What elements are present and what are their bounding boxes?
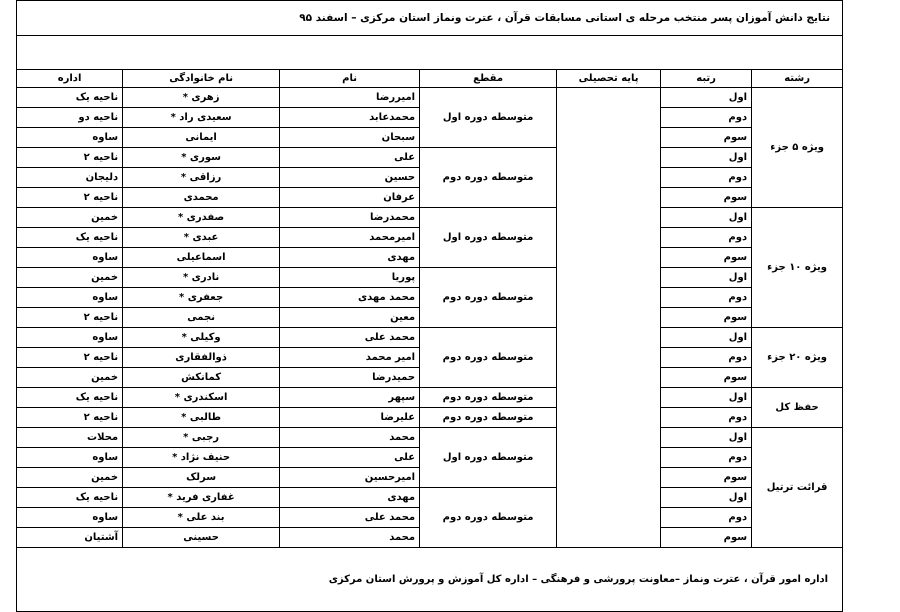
document-title: نتایج دانش آموزان پسر منتخب مرحله ی استانی مسابقات قرآن ، عترت ونماز استان مرکزی – اسفند ۹۵ xyxy=(17,1,843,36)
cell-famil: نادری * xyxy=(123,268,280,288)
cell-nam: امیرمحمد xyxy=(280,228,420,248)
cell-famil: حسینی xyxy=(123,528,280,548)
cell-rotbe: اول xyxy=(661,208,752,228)
cell-famil: رزاقی * xyxy=(123,168,280,188)
cell-maqta: متوسطه دوره اول xyxy=(420,88,557,148)
cell-rotbe: دوم xyxy=(661,228,752,248)
cell-nam: امیررضا xyxy=(280,88,420,108)
cell-edare: ناحیه ۲ xyxy=(17,188,123,208)
cell-edare: خمین xyxy=(17,468,123,488)
cell-edare: ناحیه ۲ xyxy=(17,148,123,168)
cell-edare: ساوه xyxy=(17,448,123,468)
table-row xyxy=(17,148,843,168)
cell-rotbe: اول xyxy=(661,388,752,408)
cell-famil: نجمی xyxy=(123,308,280,328)
cell-edare: ناحیه ۲ xyxy=(17,408,123,428)
cell-rotbe: دوم xyxy=(661,108,752,128)
table-row xyxy=(17,428,843,448)
cell-nam: علی xyxy=(280,448,420,468)
cell-edare: ساوه xyxy=(17,508,123,528)
cell-edare: خمین xyxy=(17,208,123,228)
cell-reshte: قرائت ترتیل xyxy=(752,428,843,548)
cell-nam: سبحان xyxy=(280,128,420,148)
cell-nam: محمدرضا xyxy=(280,208,420,228)
cell-rotbe: سوم xyxy=(661,308,752,328)
cell-rotbe: سوم xyxy=(661,248,752,268)
cell-maqta: متوسطه دوره دوم xyxy=(420,268,557,328)
cell-edare: ساوه xyxy=(17,288,123,308)
cell-edare: ناحیه یک xyxy=(17,388,123,408)
table-row xyxy=(17,328,843,348)
cell-nam: حسین xyxy=(280,168,420,188)
cell-famil: صفدری * xyxy=(123,208,280,228)
cell-nam: عرفان xyxy=(280,188,420,208)
cell-nam: سپهر xyxy=(280,388,420,408)
cell-nam: علی xyxy=(280,148,420,168)
cell-edare: ناحیه یک xyxy=(17,488,123,508)
cell-rotbe: اول xyxy=(661,328,752,348)
header-row xyxy=(17,70,843,88)
cell-edare: ساوه xyxy=(17,248,123,268)
cell-rotbe: دوم xyxy=(661,408,752,428)
table-row xyxy=(17,408,843,428)
cell-famil: عبدی * xyxy=(123,228,280,248)
cell-edare: ناحیه دو xyxy=(17,108,123,128)
cell-nam: امیر محمد xyxy=(280,348,420,368)
header-maqta: مقطع xyxy=(420,70,557,88)
cell-rotbe: سوم xyxy=(661,468,752,488)
table-row xyxy=(17,268,843,288)
header-paye: پایه تحصیلی xyxy=(557,70,661,88)
cell-nam: حمیدرضا xyxy=(280,368,420,388)
cell-famil: اسماعیلی xyxy=(123,248,280,268)
cell-maqta: متوسطه دوره دوم xyxy=(420,488,557,548)
cell-reshte: ویژه ۲۰ جزء xyxy=(752,328,843,388)
cell-famil: سوری * xyxy=(123,148,280,168)
cell-nam: محمد xyxy=(280,528,420,548)
cell-famil: رجبی * xyxy=(123,428,280,448)
cell-maqta: متوسطه دوره اول xyxy=(420,428,557,488)
cell-rotbe: اول xyxy=(661,488,752,508)
cell-rotbe: سوم xyxy=(661,128,752,148)
cell-famil: وکیلی * xyxy=(123,328,280,348)
cell-famil: سرلک xyxy=(123,468,280,488)
cell-edare: خمین xyxy=(17,368,123,388)
header-famil: نام خانوادگی xyxy=(123,70,280,88)
cell-nam: محمد علی xyxy=(280,328,420,348)
cell-rotbe: اول xyxy=(661,148,752,168)
results-table xyxy=(16,0,843,612)
cell-rotbe: اول xyxy=(661,428,752,448)
cell-edare: ساوه xyxy=(17,128,123,148)
cell-famil: حنیف نژاد * xyxy=(123,448,280,468)
cell-famil: ایمانی xyxy=(123,128,280,148)
cell-edare: ساوه xyxy=(17,328,123,348)
header-nam: نام xyxy=(280,70,420,88)
cell-nam: مهدی xyxy=(280,488,420,508)
cell-rotbe: اول xyxy=(661,88,752,108)
cell-famil: جعفری * xyxy=(123,288,280,308)
cell-rotbe: دوم xyxy=(661,168,752,188)
cell-rotbe: دوم xyxy=(661,448,752,468)
cell-rotbe: دوم xyxy=(661,508,752,528)
cell-nam: مهدی xyxy=(280,248,420,268)
header-edare: اداره xyxy=(17,70,123,88)
cell-famil: محمدی xyxy=(123,188,280,208)
cell-reshte: ویژه ۱۰ جزء xyxy=(752,208,843,328)
cell-famil: زهری * xyxy=(123,88,280,108)
cell-maqta: متوسطه دوره دوم xyxy=(420,408,557,428)
cell-nam: محمد علی xyxy=(280,508,420,528)
cell-nam: معین xyxy=(280,308,420,328)
results-sheet xyxy=(16,0,842,600)
cell-rotbe: اول xyxy=(661,268,752,288)
cell-rotbe: دوم xyxy=(661,288,752,308)
table-row xyxy=(17,88,843,108)
cell-nam: محمدعابد xyxy=(280,108,420,128)
cell-edare: دلیجان xyxy=(17,168,123,188)
table-row xyxy=(17,388,843,408)
cell-reshte: ویژه ۵ جزء xyxy=(752,88,843,208)
cell-rotbe: سوم xyxy=(661,528,752,548)
cell-rotbe: سوم xyxy=(661,188,752,208)
cell-maqta: متوسطه دوره دوم xyxy=(420,148,557,208)
cell-edare: آشتیان xyxy=(17,528,123,548)
cell-edare: محلات xyxy=(17,428,123,448)
cell-famil: غفاری فرید * xyxy=(123,488,280,508)
cell-famil: اسکندری * xyxy=(123,388,280,408)
cell-rotbe: دوم xyxy=(661,348,752,368)
cell-edare: ناحیه ۲ xyxy=(17,308,123,328)
cell-edare: ناحیه یک xyxy=(17,88,123,108)
cell-famil: کمانکش xyxy=(123,368,280,388)
cell-famil: بند علی * xyxy=(123,508,280,528)
cell-paye xyxy=(557,88,661,548)
header-rotbe: رتبه xyxy=(661,70,752,88)
table-row xyxy=(17,488,843,508)
cell-nam: محمد xyxy=(280,428,420,448)
cell-famil: طالبی * xyxy=(123,408,280,428)
cell-maqta: متوسطه دوره دوم xyxy=(420,328,557,388)
footer-text: اداره امور قرآن ، عترت ونماز –معاونت پرورشی و فرهنگی – اداره کل آموزش و پرورش استان مرکزی xyxy=(17,548,843,612)
cell-maqta: متوسطه دوره اول xyxy=(420,208,557,268)
cell-nam: امیرحسین xyxy=(280,468,420,488)
cell-rotbe: سوم xyxy=(661,368,752,388)
cell-maqta: متوسطه دوره دوم xyxy=(420,388,557,408)
cell-reshte: حفظ کل xyxy=(752,388,843,428)
cell-nam: محمد مهدی xyxy=(280,288,420,308)
cell-edare: ناحیه ۲ xyxy=(17,348,123,368)
cell-nam: پوریا xyxy=(280,268,420,288)
blank-row xyxy=(17,36,843,70)
cell-famil: سعیدی راد * xyxy=(123,108,280,128)
cell-edare: ناحیه یک xyxy=(17,228,123,248)
cell-nam: علیرضا xyxy=(280,408,420,428)
cell-famil: ذوالفقاری xyxy=(123,348,280,368)
header-reshte: رشته xyxy=(752,70,843,88)
table-row xyxy=(17,208,843,228)
cell-edare: خمین xyxy=(17,268,123,288)
